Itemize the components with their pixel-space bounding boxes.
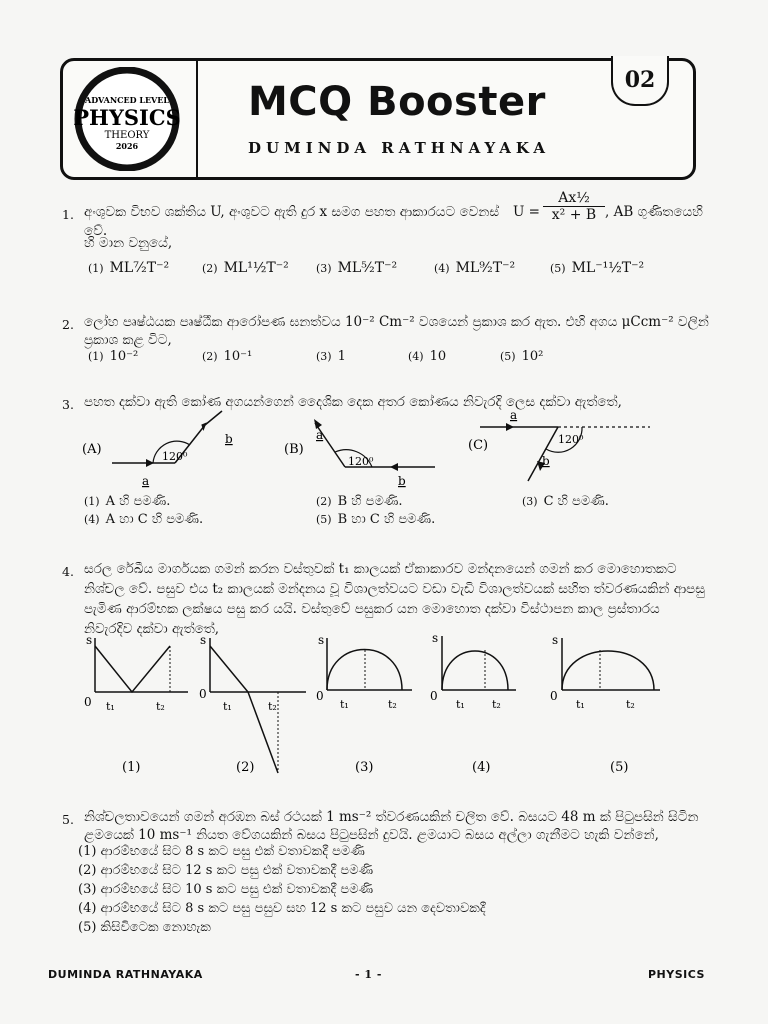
q3-a-label-b: b	[225, 432, 233, 446]
header-box	[60, 58, 696, 180]
q4-graph-5-t1: t₁	[576, 698, 585, 711]
q4-graph-1-t2: t₂	[156, 700, 165, 713]
q3-option-2[interactable]: (2) B හි පමණි.	[316, 494, 403, 509]
q4-graph-1	[84, 633, 188, 775]
q4-graph-2-t2: t₂	[268, 700, 277, 713]
logo-line-year: 2026	[115, 141, 139, 151]
q4-graph-1-origin: 0	[84, 695, 92, 709]
q3-option-3[interactable]: (3) C හි පමණි.	[522, 494, 609, 509]
q4-graph-2-label: (2)	[236, 760, 255, 775]
paper-number-badge: 02	[611, 56, 669, 106]
q4-line2: නිශ්චල වේ. පසුව එය t₂ කාලයක් මන්දනය වූ විශාලත්වයට වඩා වැඩි විශාලත්වයක් සහිත ත්වරණයකින් ආපසු	[84, 581, 705, 597]
q4-graph-3-t1: t₁	[340, 698, 349, 711]
q5-option-5[interactable]: (5) කිසිවිටෙක නොහැක	[78, 920, 211, 935]
q2-option-4[interactable]: (4) 10	[408, 349, 447, 364]
q1-line2: හි මාන වනුයේ,	[84, 235, 173, 251]
q4-graph-3-s-label: s	[318, 633, 325, 647]
q3-vector-diagrams	[80, 405, 700, 495]
q3-c-arrowhead-a	[506, 423, 514, 431]
q3-b-arrowhead-b	[390, 463, 398, 471]
q1-number: 1.	[62, 207, 74, 222]
q5-option-1[interactable]: (1) ආරම්භයේ සිට 8 s කට පසු එක් වතාවකදී පමණි	[78, 844, 365, 859]
q1-formula-tail: , AB ගුණිතයෙහි	[605, 204, 703, 220]
q5-number: 5.	[62, 812, 74, 827]
q1-option-1[interactable]: (1) ML⁷⁄₂T⁻²	[88, 260, 170, 276]
q4-graph-2-s-label: s	[200, 633, 207, 647]
logo-line-physics: PHYSICS	[73, 105, 181, 130]
q1-formula-denominator: x² + B	[551, 207, 597, 223]
q4-number: 4.	[62, 564, 74, 579]
q4-line4: නිවැරදිව දක්වා ඇත්තේ,	[84, 621, 220, 637]
q4-graph-2	[199, 633, 306, 775]
q3-diagram-b	[284, 419, 435, 488]
q3-b-label-b: b	[398, 474, 406, 488]
q2-option-5[interactable]: (5) 10²	[500, 349, 544, 364]
q5-option-2[interactable]: (2) ආරම්භයේ සිට 12 s කට පසු එක් වතාවකදී පමණි	[78, 863, 374, 878]
logo-line-advanced-level: ADVANCED LEVEL	[85, 95, 169, 105]
q3-diagram-a	[82, 411, 233, 488]
q5-option-3[interactable]: (3) ආරම්භයේ සිට 10 s කට පසු එක් වතාවකදී පමණි	[78, 882, 374, 897]
q4-graph-5-origin: 0	[550, 689, 558, 703]
q3-b-angle-label: 120⁰	[348, 455, 374, 468]
q4-graph-5-label: (5)	[610, 760, 629, 775]
header-divider	[196, 61, 198, 177]
q4-graph-4-t2: t₂	[492, 698, 501, 711]
q5-line1: නිශ්චලතාවයෙන් ගමන් අරඹන බස් රථයක් 1 ms⁻² ත්වරණයකින් චලිත වේ. බසයට 48 m ක් පිටුපසින් සිටින	[84, 809, 699, 825]
q4-graph-5	[550, 633, 660, 775]
q1-option-5[interactable]: (5) ML⁻¹½T⁻²	[550, 260, 645, 276]
q4-graph-5-s-label: s	[552, 633, 559, 647]
q4-graph-2-t1: t₁	[223, 700, 232, 713]
q4-graph-3-t2: t₂	[388, 698, 397, 711]
footer-author: DUMINDA RATHNAYAKA	[48, 968, 203, 981]
q3-option-4[interactable]: (4) A හා C හි පමණි.	[84, 512, 204, 527]
q1-option-3[interactable]: (3) ML⁵⁄₂T⁻²	[316, 260, 398, 276]
q4-graph-3	[316, 633, 412, 775]
q4-line1: සරල රේඛීය මාර්ගයක ගමන් කරන වස්තුවක් t₁ කාලයක් ඒකාකාරව මන්දනයෙන් ගමන් කර මොහොතකට	[84, 561, 677, 577]
q4-graph-3-label: (3)	[355, 760, 374, 775]
q4-graphs	[80, 628, 680, 778]
q3-b-label-a: a	[316, 428, 324, 442]
q2-line2: ප්‍රකාශ කළ විට,	[84, 332, 172, 348]
q3-diagram-c-label: (C)	[468, 438, 489, 453]
q4-graph-4-curve	[442, 651, 508, 690]
q1-line1: අංශුවක විභව ශක්තිය U, අංශුවට ඇති දුර x සමග පහත ආකාරයට වෙනස් වේ.	[84, 204, 500, 239]
q4-graph-1-label: (1)	[122, 760, 141, 775]
q3-option-5[interactable]: (5) B හා C හි පමණි.	[316, 512, 436, 527]
q2-option-2[interactable]: (2) 10⁻¹	[202, 349, 253, 364]
q4-graph-1-t1: t₁	[106, 700, 115, 713]
page-title: MCQ Booster	[248, 79, 546, 125]
q2-line1: ලෝහ පෘෂ්ඨයක පෘෂ්ඨීක ආරෝපණ ඝනත්වය 10⁻² Cm⁻² වශයෙන් ප්‍රකාශ කර ඇත. එහි අගය μCcm⁻² වලින්	[84, 314, 709, 330]
q2-option-3[interactable]: (3) 1	[316, 349, 346, 364]
q2-option-1[interactable]: (1) 10⁻²	[88, 349, 139, 364]
q3-diagram-c	[468, 408, 650, 481]
q3-number: 3.	[62, 397, 74, 412]
q5-line2: ළමයෙක් 10 ms⁻¹ නියත වේගයකින් බසය පිටුපසින් දුවයි. ළමයාට බසය අල්ලා ගැනීමට හැකි වන්නේ,	[84, 827, 659, 843]
q3-diagram-a-label: (A)	[82, 442, 102, 457]
q3-option-1[interactable]: (1) A හි පමණි.	[84, 494, 171, 509]
q1-option-2[interactable]: (2) ML¹½T⁻²	[202, 260, 289, 276]
q4-line3: පැමිණ ආරම්භක ලක්ෂය පසු කර යයි. වස්තුවේ පසුකර යන මොහොත දක්වා විස්ථාපන කාල ප්‍රස්තාරය	[84, 601, 660, 617]
q4-graph-4-origin: 0	[430, 689, 438, 703]
q1-option-4[interactable]: (4) ML⁹⁄₂T⁻²	[434, 260, 516, 276]
physics-theory-logo	[73, 67, 181, 171]
q1-formula-fraction	[543, 190, 605, 223]
author-name: DUMINDA RATHNAYAKA	[248, 139, 550, 157]
q3-c-label-a: a	[510, 408, 518, 422]
q3-c-label-b: b	[542, 454, 550, 468]
logo-line-theory: THEORY	[104, 130, 150, 141]
footer-subject: PHYSICS	[648, 968, 705, 981]
q4-graph-5-t2: t₂	[626, 698, 635, 711]
q4-graph-1-curve	[95, 646, 170, 692]
q5-option-4[interactable]: (4) ආරම්භයේ සිට 8 s කට පසු පසුව සහ 12 s කට පසුව යන දෙවතාවකදී	[78, 901, 486, 916]
q3-a-angle-label: 120⁰	[162, 450, 188, 463]
q4-graph-2-origin: 0	[199, 687, 207, 701]
q4-graph-1-s-label: s	[86, 633, 93, 647]
q4-graph-4-t1: t₁	[456, 698, 465, 711]
q4-graph-4-s-label: s	[432, 631, 439, 645]
footer-page-number: - 1 -	[355, 968, 382, 981]
q3-c-angle-label: 120⁰	[558, 433, 584, 446]
q4-graph-5-curve	[562, 651, 654, 690]
q4-graph-3-origin: 0	[316, 689, 324, 703]
q1-formula-numerator: Ax½	[543, 190, 605, 207]
q3-a-label-a: a	[142, 474, 150, 488]
q4-graph-4-label: (4)	[472, 760, 491, 775]
q4-graph-4	[430, 631, 516, 775]
q2-number: 2.	[62, 317, 74, 332]
q3-diagram-b-label: (B)	[284, 442, 304, 457]
q1-formula-lhs: U =	[513, 204, 540, 220]
q3-line1: පහත දක්වා ඇති කෝණ අගයන්ගෙන් දෛශික දෙක අතර කෝණය නිවැරදි ලෙස දක්වා ඇත්තේ,	[84, 394, 622, 410]
